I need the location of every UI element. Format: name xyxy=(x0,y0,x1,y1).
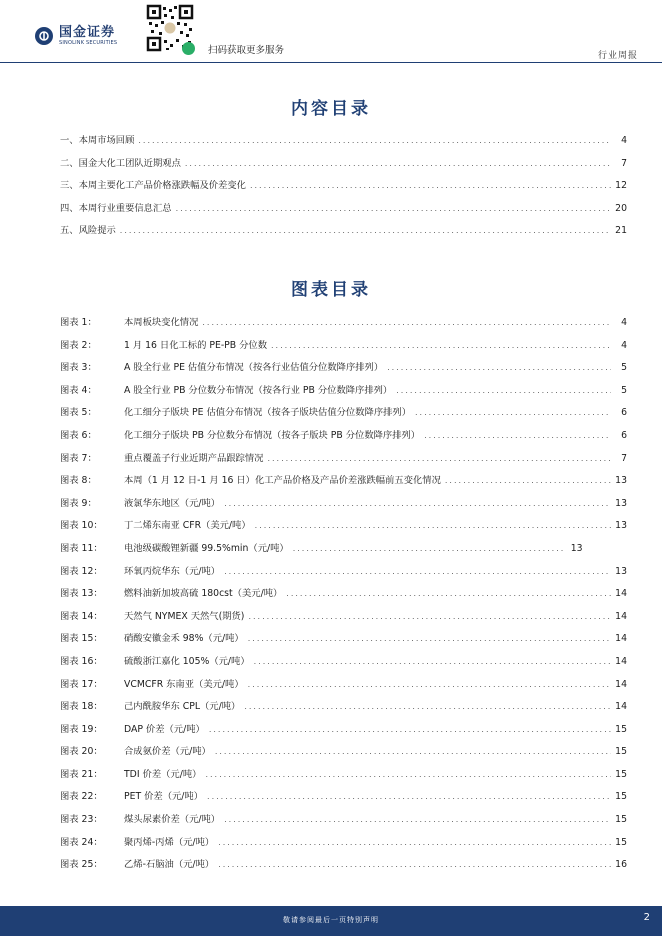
figure-number: 图表 22： xyxy=(60,791,103,803)
report-type-label: 行业周报 xyxy=(597,51,638,61)
leader-dots xyxy=(244,702,611,711)
figure-number: 图表 19： xyxy=(60,723,103,735)
figures-list xyxy=(60,314,627,879)
figure-entry[interactable] xyxy=(60,359,627,382)
figure-page: 15 xyxy=(615,791,627,803)
figure-entry[interactable] xyxy=(60,472,627,495)
figure-label: 合成氨价差（元/吨） xyxy=(124,746,211,758)
figure-page: 14 xyxy=(615,588,627,600)
toc-entry-page: 21 xyxy=(615,225,627,237)
figure-entry[interactable] xyxy=(60,743,627,766)
figure-entry[interactable] xyxy=(60,427,627,450)
figure-label: 本周（1 月 12 日-1 月 16 日）化工产品价格及产品价差涨跌幅前五变化情况 xyxy=(124,475,441,487)
leader-dots xyxy=(286,589,611,598)
figure-entry[interactable] xyxy=(60,766,627,789)
figure-label: 电池级碳酸锂新疆 99.5%min（元/吨） xyxy=(124,542,289,554)
figure-number: 图表 15： xyxy=(60,633,103,645)
figure-label: 1 月 16 日化工标的 PE-PB 分位数 xyxy=(124,339,268,351)
figure-number: 图表 24： xyxy=(60,836,103,848)
toc-entry-page: 7 xyxy=(621,157,627,169)
figure-page: 15 xyxy=(615,746,627,758)
leader-dots xyxy=(209,725,611,734)
qr-caption: 扫码获取更多服务 xyxy=(208,45,285,56)
figure-number: 图表 5： xyxy=(60,407,97,419)
leader-dots xyxy=(396,386,611,395)
figure-entry[interactable] xyxy=(60,653,627,676)
leader-dots xyxy=(218,838,611,847)
figure-number: 图表 16： xyxy=(60,655,103,667)
toc-entry-label: 二、国金大化工团队近期观点 xyxy=(60,157,181,169)
leader-dots xyxy=(267,454,611,463)
figure-number: 图表 4： xyxy=(60,384,97,396)
leader-dots xyxy=(138,136,611,145)
leader-dots xyxy=(224,567,611,576)
figure-number: 图表 1： xyxy=(60,317,97,328)
toc-entry[interactable] xyxy=(60,222,627,245)
leader-dots xyxy=(248,612,611,621)
figure-entry[interactable] xyxy=(60,495,627,518)
figure-number: 图表 2： xyxy=(60,339,97,351)
figure-page: 16 xyxy=(615,859,627,871)
figure-page: 4 xyxy=(621,339,627,351)
leader-dots xyxy=(250,181,611,190)
figure-entry[interactable] xyxy=(60,585,627,608)
toc-entry[interactable] xyxy=(60,155,627,178)
figure-page: 15 xyxy=(615,836,627,848)
brand-name-cn: 国金证券 xyxy=(59,25,116,40)
leader-dots xyxy=(218,860,611,869)
figure-number: 图表 7： xyxy=(60,452,97,464)
figure-page: 15 xyxy=(615,814,627,826)
figure-entry[interactable] xyxy=(60,630,627,653)
leader-dots xyxy=(293,544,563,553)
brand-name-en: SINOLINK SECURITIES xyxy=(59,40,118,46)
leader-dots xyxy=(205,770,611,779)
figure-page: 13 xyxy=(615,475,627,487)
figure-page: 14 xyxy=(615,633,627,645)
figure-entry[interactable] xyxy=(60,811,627,834)
wechat-icon xyxy=(182,42,195,55)
figure-number: 图表 14： xyxy=(60,610,103,622)
figure-label: 丁二烯东南亚 CFR（美元/吨） xyxy=(124,520,251,532)
figure-page: 13 xyxy=(615,565,627,577)
toc-entry-page: 20 xyxy=(615,202,627,214)
figure-number: 图表 3： xyxy=(60,362,97,374)
figure-entry[interactable] xyxy=(60,540,627,563)
figure-label: DAP 价差（元/吨） xyxy=(124,723,205,735)
contents-list xyxy=(60,132,627,245)
figure-number: 图表 9： xyxy=(60,497,97,509)
figure-page: 13 xyxy=(615,520,627,532)
footer-disclaimer[interactable]: 敬请参阅最后一页特别声明 xyxy=(283,916,379,924)
figure-entry[interactable] xyxy=(60,337,627,360)
figure-label: 硝酸安徽金禾 98%（元/吨） xyxy=(124,633,244,645)
figure-page: 4 xyxy=(621,317,627,328)
company-logo xyxy=(34,26,117,46)
figure-entry[interactable] xyxy=(60,856,627,879)
figure-number: 图表 17： xyxy=(60,678,103,690)
figure-number: 图表 12： xyxy=(60,565,103,577)
leader-dots xyxy=(224,499,611,508)
figure-page: 5 xyxy=(621,362,627,374)
toc-entry-label: 五、风险提示 xyxy=(60,225,116,237)
figure-entry[interactable] xyxy=(60,834,627,857)
figure-number: 图表 8： xyxy=(60,475,97,487)
leader-dots xyxy=(215,747,611,756)
leader-dots xyxy=(224,815,611,824)
leader-dots xyxy=(185,159,611,168)
figure-number: 图表 11： xyxy=(60,542,103,554)
figure-label: 煤头尿素价差（元/吨） xyxy=(124,814,221,826)
toc-title: 内容目录 xyxy=(291,99,371,119)
leader-dots xyxy=(207,792,611,801)
leader-dots xyxy=(415,408,611,417)
figure-page: 6 xyxy=(621,429,627,441)
figure-number: 图表 18： xyxy=(60,701,103,713)
figure-label: 乙烯-石脑油（元/吨） xyxy=(124,859,215,871)
leader-dots xyxy=(255,521,611,530)
figure-label: VCMCFR 东南亚（美元/吨） xyxy=(124,678,244,690)
figure-page: 15 xyxy=(615,768,627,780)
leader-dots xyxy=(254,657,611,666)
figure-page: 6 xyxy=(621,407,627,419)
figure-page: 15 xyxy=(615,723,627,735)
figure-entry[interactable] xyxy=(60,563,627,586)
figure-label: TDI 价差（元/吨） xyxy=(124,768,202,780)
figure-entry[interactable] xyxy=(60,721,627,744)
figure-entry[interactable] xyxy=(60,517,627,540)
figure-number: 图表 23： xyxy=(60,814,103,826)
figure-page: 14 xyxy=(615,610,627,622)
leader-dots xyxy=(387,363,611,372)
figure-entry[interactable] xyxy=(60,608,627,631)
header-divider xyxy=(0,62,662,63)
toc-entry-label: 三、本周主要化工产品价格涨跌幅及价差变化 xyxy=(60,180,246,192)
figure-page: 7 xyxy=(621,452,627,464)
figure-label: 燃料油新加坡高硫 180cst（美元/吨） xyxy=(124,588,283,600)
figure-label: PET 价差（元/吨） xyxy=(124,791,204,803)
figure-page: 14 xyxy=(615,701,627,713)
figure-entry[interactable] xyxy=(60,450,627,473)
figure-label: 本周板块变化情况 xyxy=(124,317,199,328)
figure-label: 硫酸浙江嘉化 105%（元/吨） xyxy=(124,655,250,667)
figure-label: 重点覆盖子行业近期产品跟踪情况 xyxy=(124,452,264,464)
figure-entry[interactable] xyxy=(60,788,627,811)
toc-entry-label: 四、本周行业重要信息汇总 xyxy=(60,202,172,214)
leader-dots xyxy=(248,634,611,643)
toc-entry[interactable] xyxy=(60,200,627,223)
figure-page: 14 xyxy=(615,655,627,667)
page-number: 2 xyxy=(643,912,650,923)
toc-entry-page: 4 xyxy=(621,135,627,146)
figure-page: 14 xyxy=(615,678,627,690)
figure-number: 图表 25： xyxy=(60,859,103,871)
toc-entry[interactable] xyxy=(60,132,627,155)
figure-entry[interactable] xyxy=(60,382,627,405)
toc-entry-page: 12 xyxy=(615,180,627,192)
leader-dots xyxy=(248,680,611,689)
figure-page: 13 xyxy=(615,497,627,509)
figure-label: 聚丙烯-丙烯（元/吨） xyxy=(124,836,215,848)
figure-page: 5 xyxy=(621,384,627,396)
figure-label: A 股全行业 PE 估值分布情况（按各行业估值分位数降序排列） xyxy=(124,362,384,374)
toc-entry[interactable] xyxy=(60,177,627,200)
figure-label: 化工细分子版块 PE 估值分布情况（按各子版块估值分位数降序排列） xyxy=(124,407,412,419)
figure-number: 图表 20： xyxy=(60,746,103,758)
leader-dots xyxy=(424,431,611,440)
figure-entry[interactable] xyxy=(60,404,627,427)
leader-dots xyxy=(202,318,611,327)
toc-entry-label: 一、本周市场回顾 xyxy=(60,135,135,146)
figure-page: 13 xyxy=(570,542,583,554)
figure-number: 图表 6： xyxy=(60,429,97,441)
figure-number: 图表 10： xyxy=(60,520,103,532)
figure-entry[interactable] xyxy=(60,314,627,337)
page-header xyxy=(0,0,662,62)
figure-label: 己内酰胺华东 CPL（元/吨） xyxy=(124,701,241,713)
figure-entry[interactable] xyxy=(60,676,627,699)
figure-label: 环氧丙烷华东（元/吨） xyxy=(124,565,221,577)
leader-dots xyxy=(120,226,611,235)
leader-dots xyxy=(445,476,611,485)
figure-label: 液氯华东地区（元/吨） xyxy=(124,497,221,509)
figures-title: 图表目录 xyxy=(291,280,371,300)
figure-label: A 股全行业 PB 分位数分布情况（按各行业 PB 分位数降序排列） xyxy=(124,384,393,396)
figure-entry[interactable] xyxy=(60,698,627,721)
leader-dots xyxy=(176,204,611,213)
figure-number: 图表 21： xyxy=(60,768,103,780)
logo-mark-icon xyxy=(34,26,54,46)
leader-dots xyxy=(271,341,611,350)
figure-label: 化工细分子版块 PB 分位数分布情况（按各子版块 PB 分位数降序排列） xyxy=(124,429,421,441)
figure-label: 天然气 NYMEX 天然气(期货) xyxy=(124,610,245,622)
page-footer xyxy=(0,906,662,936)
figure-number: 图表 13： xyxy=(60,588,103,600)
